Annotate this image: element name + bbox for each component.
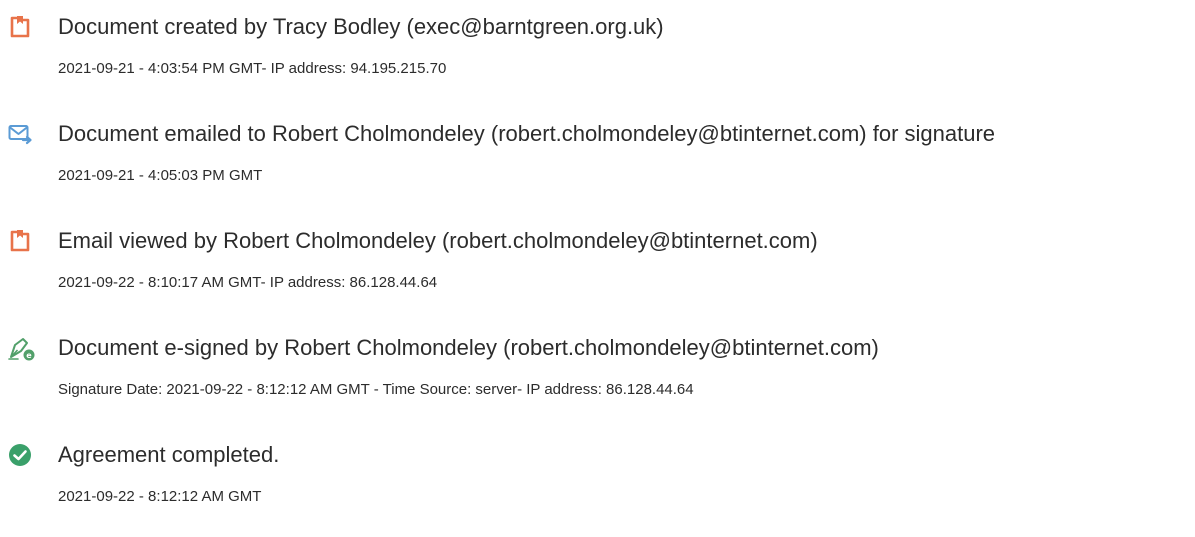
svg-text:e: e xyxy=(26,351,32,360)
event-detail: 2021-09-22 - 8:12:12 AM GMT xyxy=(58,488,262,505)
document-icon xyxy=(8,229,32,253)
document-icon xyxy=(8,15,32,39)
audit-event-completed xyxy=(8,428,1195,535)
event-detail: 2021-09-22 - 8:10:17 AM GMT- IP address: 86.128.44.64 xyxy=(58,274,438,291)
check-circle-icon xyxy=(8,443,32,467)
event-title: Email viewed by Robert Cholmondeley (robert.cholmondeley@btinternet.com) xyxy=(58,228,818,253)
event-detail: 2021-09-21 - 4:03:54 PM GMT- IP address: 94.195.215.70 xyxy=(58,60,447,77)
audit-event-emailed xyxy=(8,107,1195,214)
email-sent-icon xyxy=(8,122,32,146)
event-title: Document emailed to Robert Cholmondeley (robert.cholmondeley@btinternet.com) for signature xyxy=(58,121,996,146)
audit-event-created xyxy=(8,0,1195,107)
event-title: Document e-signed by Robert Cholmondeley (robert.cholmondeley@btinternet.com) xyxy=(58,335,879,360)
event-title: Document created by Tracy Bodley (exec@barntgreen.org.uk) xyxy=(58,14,664,39)
esign-pen-icon xyxy=(8,336,32,360)
event-detail: Signature Date: 2021-09-22 - 8:12:12 AM GMT - Time Source: server- IP address: 86.128.44.64 xyxy=(58,381,694,398)
event-title: Agreement completed. xyxy=(58,442,280,467)
audit-trail xyxy=(8,0,1195,535)
event-detail: 2021-09-21 - 4:05:03 PM GMT xyxy=(58,167,263,184)
audit-event-viewed xyxy=(8,214,1195,321)
audit-event-esigned xyxy=(8,321,1195,428)
